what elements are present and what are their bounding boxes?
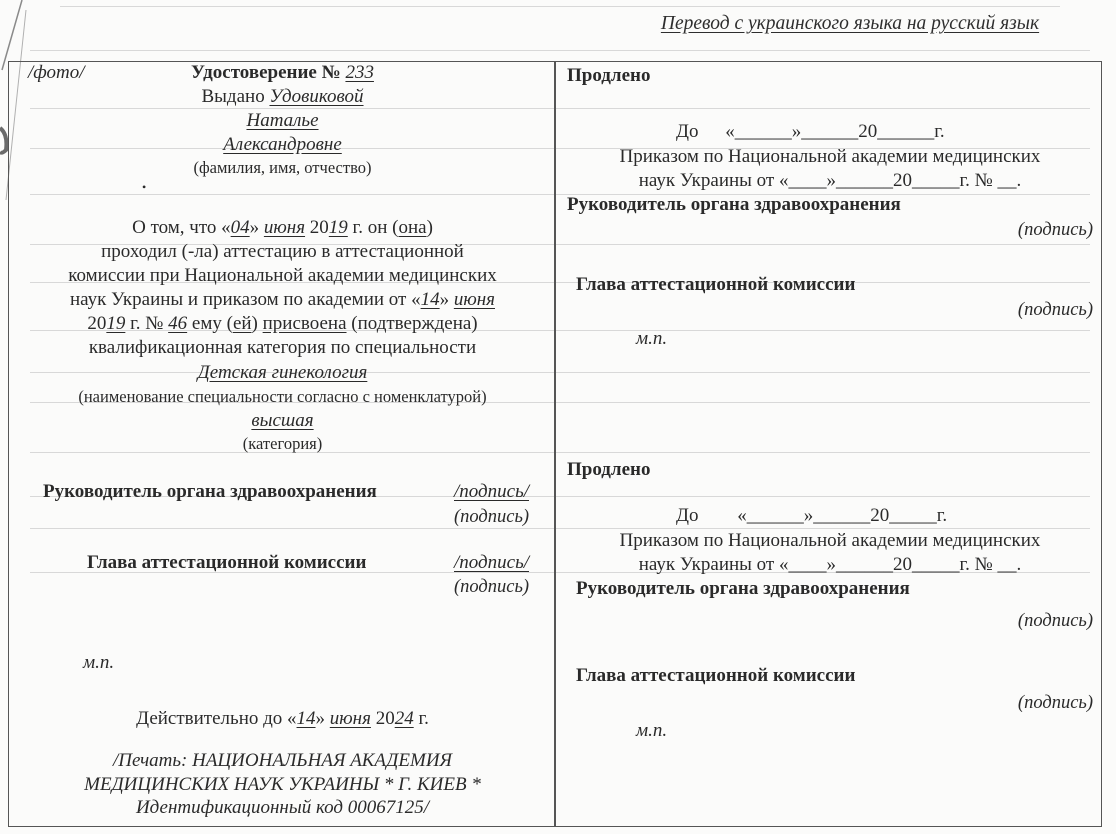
holder-surname: Удовиковой [269, 86, 364, 107]
text: ) [251, 313, 263, 334]
valid-day: 14 [296, 708, 316, 729]
order-number: 46 [168, 313, 188, 334]
attestation-line-6: квалификационная категория по специальности [88, 337, 477, 358]
valid-until-line [10, 708, 555, 730]
text: ) [426, 217, 433, 238]
attestation-day: 04 [230, 217, 250, 238]
extended-until-line [676, 505, 947, 527]
seal-line-1: /Печать: НАЦИОНАЛЬНАЯ АКАДЕМИЯ [112, 750, 453, 771]
head-signature-caption: (подпись) [1017, 611, 1093, 631]
order-month: июня [453, 289, 495, 310]
extended-until-line [676, 121, 945, 143]
holder-first-name: Наталье [246, 110, 319, 131]
stamp-place: м.п. [636, 328, 668, 349]
text: Действительно до « [136, 708, 297, 729]
text: наук Украины и приказом по академии от « [70, 289, 421, 310]
certificate-title-label: Удостоверение № [191, 62, 341, 83]
issued-line [10, 86, 555, 108]
bleed-line [30, 50, 1090, 51]
assigned-word: присвоена [262, 313, 347, 334]
text: 20 [87, 313, 107, 334]
extended-label: Продлено [567, 65, 651, 86]
until-label: До [676, 505, 699, 526]
text: г. он ( [347, 217, 399, 238]
chair-signature: /подпись/ [454, 552, 529, 573]
head-of-health-authority-label: Руководитель органа здравоохранения [567, 194, 901, 215]
specialty-value: Детская гинекология [197, 362, 368, 383]
text: О том, что « [132, 217, 231, 238]
head-of-health-authority-label: Руководитель органа здравоохранения [576, 578, 910, 599]
commission-chair-label: Глава аттестационной комиссии [87, 552, 367, 573]
attestation-month: июня [263, 217, 306, 238]
commission-chair-label: Глава аттестационной комиссии [576, 274, 856, 295]
text: » [249, 217, 264, 238]
holder-patronymic: Александровне [223, 134, 342, 155]
text: » [439, 289, 454, 310]
bleed-line [60, 6, 1060, 7]
gender-her: ей [232, 313, 252, 334]
specialty-caption: (наименование специальности согласно с номенклатурой) [78, 387, 487, 406]
until-label: До [676, 121, 699, 142]
seal-line-3: Идентификационный код 00067125/ [135, 797, 430, 818]
until-date-blank: «______»______20_____г. [737, 505, 948, 526]
head-signature-caption: (подпись) [454, 507, 530, 527]
certificate-title [10, 62, 555, 84]
order-line-2: наук Украины от «____»______20_____г. № __. [638, 554, 1022, 575]
specialty-line [10, 362, 555, 384]
head-signature: /подпись/ [454, 481, 529, 502]
certificate-number: 233 [345, 62, 374, 83]
stamp-place: м.п. [83, 652, 115, 673]
issued-label: Выдано [201, 86, 265, 107]
order-day: 14 [420, 289, 440, 310]
until-date-blank: «______»______20______г. [725, 121, 945, 142]
text: г. № [125, 313, 169, 334]
attestation-line-5 [10, 313, 555, 335]
order-line-2: наук Украины от «____»______20_____г. № __. [638, 170, 1022, 191]
order-year: 19 [106, 313, 126, 334]
text: 20 [305, 217, 329, 238]
stamp-place: м.п. [636, 720, 668, 741]
order-line-1: Приказом по Национальной академии медицинских [619, 146, 1041, 167]
text: г. [413, 708, 429, 729]
head-of-health-authority-label: Руководитель органа здравоохранения [43, 481, 377, 502]
order-line-1: Приказом по Национальной академии медицинских [619, 530, 1041, 551]
valid-month: июня [329, 708, 371, 729]
text: 20 [370, 708, 395, 729]
commission-chair-label: Глава аттестационной комиссии [576, 665, 856, 686]
attestation-line-3: комиссии при Национальной академии медицинских [68, 265, 497, 286]
gender-she: она [398, 217, 427, 238]
text: ему ( [187, 313, 233, 334]
name-caption: (фамилия, имя, отчество) [193, 158, 372, 177]
category-value: высшая [251, 410, 314, 431]
category-caption: (категория) [242, 434, 323, 453]
valid-year: 24 [394, 708, 414, 729]
text: » [315, 708, 330, 729]
attestation-line-1 [10, 217, 555, 239]
translation-note: Перевод с украинского языка на русский язык [660, 13, 1040, 34]
head-signature-caption: (подпись) [1017, 220, 1093, 240]
holder-first-name-line [10, 110, 555, 132]
chair-signature-caption: (подпись) [454, 577, 530, 597]
seal-line-2: МЕДИЦИНСКИХ НАУК УКРАИНЫ * Г. КИЕВ * [84, 774, 481, 795]
photo-placeholder: /фото/ [28, 62, 85, 83]
attestation-year: 19 [328, 217, 348, 238]
text: (подтверждена) [346, 313, 478, 334]
stray-dot: • [142, 180, 147, 194]
chair-signature-caption: (подпись) [1017, 693, 1093, 713]
attestation-line-4 [10, 289, 555, 311]
extended-label: Продлено [567, 459, 651, 480]
category-line [10, 410, 555, 432]
attestation-line-2: проходил (-ла) аттестацию в аттестационной [101, 241, 464, 262]
holder-patronymic-line [10, 134, 555, 156]
chair-signature-caption: (подпись) [1017, 300, 1093, 320]
